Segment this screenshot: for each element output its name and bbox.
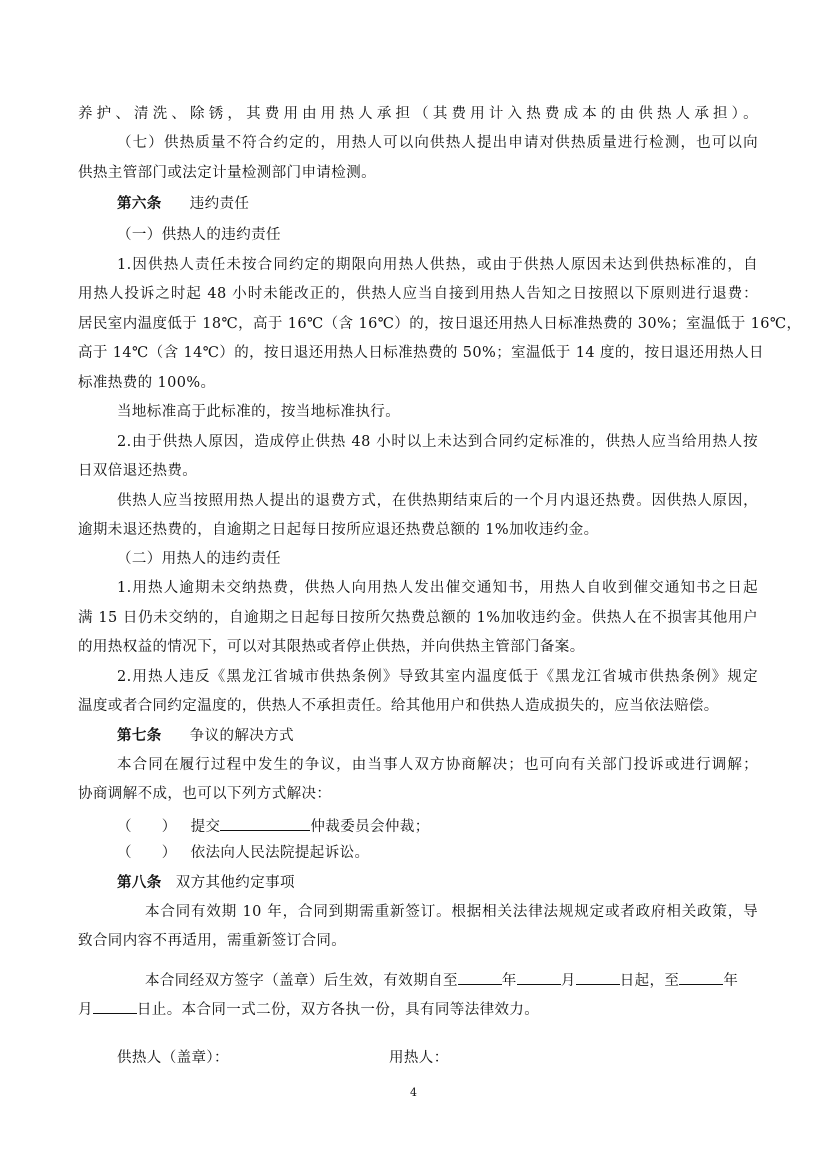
- option-text: 依法向人民法院提起诉讼。: [190, 845, 370, 861]
- paragraph-line: 本合同在履行过程中发生的争议，由当事人双方协商解决；也可向有关部门投诉或进行调解；: [117, 757, 758, 773]
- paragraph-line: 供热人应当按照用热人提出的退费方式，在供热期结束后的一个月内退还热费。因供热人原因，: [117, 493, 758, 509]
- paragraph-line: 居民室内温度低于 18℃，高于 16℃（含 16℃）的，按日退还用热人日标准热费的 30%；室温低于 16℃，: [78, 316, 802, 332]
- validity-text: 月: [560, 973, 576, 989]
- paragraph-line: 逾期未退还热费的，自逾期之日起每日按所应退还热费总额的 1%加收违约金。: [78, 522, 599, 538]
- article-8-heading: [117, 873, 758, 893]
- page-number: 4: [410, 1086, 417, 1099]
- article-number: 第八条: [117, 874, 162, 891]
- supplier-signature-label: 供热人（盖章）：: [117, 1050, 229, 1066]
- paragraph-line: 的用热权益的情况下，可以对其限热或者停止供热，并向供热主管部门备案。: [78, 639, 585, 655]
- paragraph-line: 日双倍退还热费。: [78, 463, 198, 479]
- option-checkbox[interactable]: （ ）: [117, 845, 177, 861]
- section-heading: （一）供热人的违约责任: [117, 227, 281, 243]
- paragraph-line: 本合同有效期 10 年，合同到期需重新签订。根据相关法律法规规定或者政府相关政策，导: [145, 904, 758, 920]
- option-arbitration: [117, 814, 758, 837]
- validity-line-2: [78, 997, 758, 1020]
- arbitration-blank[interactable]: [220, 814, 310, 831]
- paragraph-line: 标准热费的 100%。: [78, 375, 216, 391]
- paragraph-line: 温度或者合同约定温度的，供热人不承担责任。给其他用户和供热人造成损失的，应当依法赔偿。: [78, 698, 719, 714]
- end-day-blank[interactable]: [93, 997, 137, 1014]
- section-heading: （二）用热人的违约责任: [117, 551, 281, 567]
- paragraph-line: 致合同内容不再适用，需重新签订合同。: [78, 933, 347, 949]
- start-day-blank[interactable]: [576, 968, 620, 985]
- option-text: 提交: [190, 819, 221, 835]
- article-title: 争议的解决方式: [189, 728, 295, 744]
- validity-text: 本合同经双方签字（盖章）后生效，有效期自至: [145, 973, 458, 989]
- end-year-blank[interactable]: [679, 968, 723, 985]
- paragraph-line: 2.由于供热人原因，造成停止供热 48 小时以上未达到合同约定标准的，供热人应当给用热人按: [117, 434, 758, 450]
- article-7-heading: [117, 726, 758, 746]
- option-checkbox[interactable]: （ ）: [117, 819, 177, 835]
- start-month-blank[interactable]: [517, 968, 561, 985]
- paragraph-line: 高于 14℃（含 14℃）的，按日退还用热人日标准热费的 50%；室温低于 14 度的，按日退还用热人日: [78, 345, 764, 361]
- option-litigation: [117, 843, 758, 863]
- paragraph-line: 当地标准高于此标准的，按当地标准执行。: [117, 404, 401, 420]
- article-number: 第七条: [117, 727, 162, 744]
- article-number: 第六条: [117, 195, 162, 212]
- validity-text: 年: [723, 973, 739, 989]
- validity-line: [145, 968, 758, 991]
- paragraph-line: 协商调解不成，也可以下列方式解决：: [78, 786, 332, 802]
- paragraph-line: 用热人投诉之时起 48 小时未能改正的，供热人应当自接到用热人告知之日按照以下原则进行退费：: [78, 286, 758, 302]
- article-6-heading: [117, 194, 758, 214]
- paragraph-line: 1.用热人逾期未交纳热费，供热人向用热人发出催交通知书，用热人自收到催交通知书之日起: [117, 580, 758, 596]
- paragraph-line: （七）供热质量不符合约定的，用热人可以向供热人提出申请对供热质量进行检测，也可以向: [117, 135, 758, 151]
- paragraph-line: 养护、清洗、除锈，其费用由用热人承担（其费用计入热费成本的由供热人承担）。: [78, 106, 758, 122]
- paragraph-line: 2.用热人违反《黑龙江省城市供热条例》导致其室内温度低于《黑龙江省城市供热条例》规定: [117, 669, 758, 685]
- paragraph-line: 满 15 日仍未交纳的，自逾期之日起每日按所欠热费总额的 1%加收违约金。供热人在不损害其他用户: [78, 610, 758, 626]
- validity-text: 日起，至: [619, 973, 680, 989]
- article-title: 违约责任: [189, 196, 250, 212]
- user-signature-label: 用热人：: [389, 1050, 449, 1066]
- validity-text: 日止。本合同一式二份，双方各执一份，具有同等法律效力。: [136, 1002, 540, 1018]
- start-year-blank[interactable]: [458, 968, 502, 985]
- validity-text: 年: [501, 973, 517, 989]
- paragraph-line: 供热主管部门或法定计量检测部门申请检测。: [78, 165, 376, 181]
- validity-text: 月: [78, 1002, 93, 1018]
- article-title: 双方其他约定事项: [175, 875, 295, 891]
- paragraph-line: 1.因供热人责任未按合同约定的期限向用热人供热，或由于供热人原因未达到供热标准的，自: [117, 257, 758, 273]
- option-text: 仲裁委员会仲裁；: [310, 819, 430, 835]
